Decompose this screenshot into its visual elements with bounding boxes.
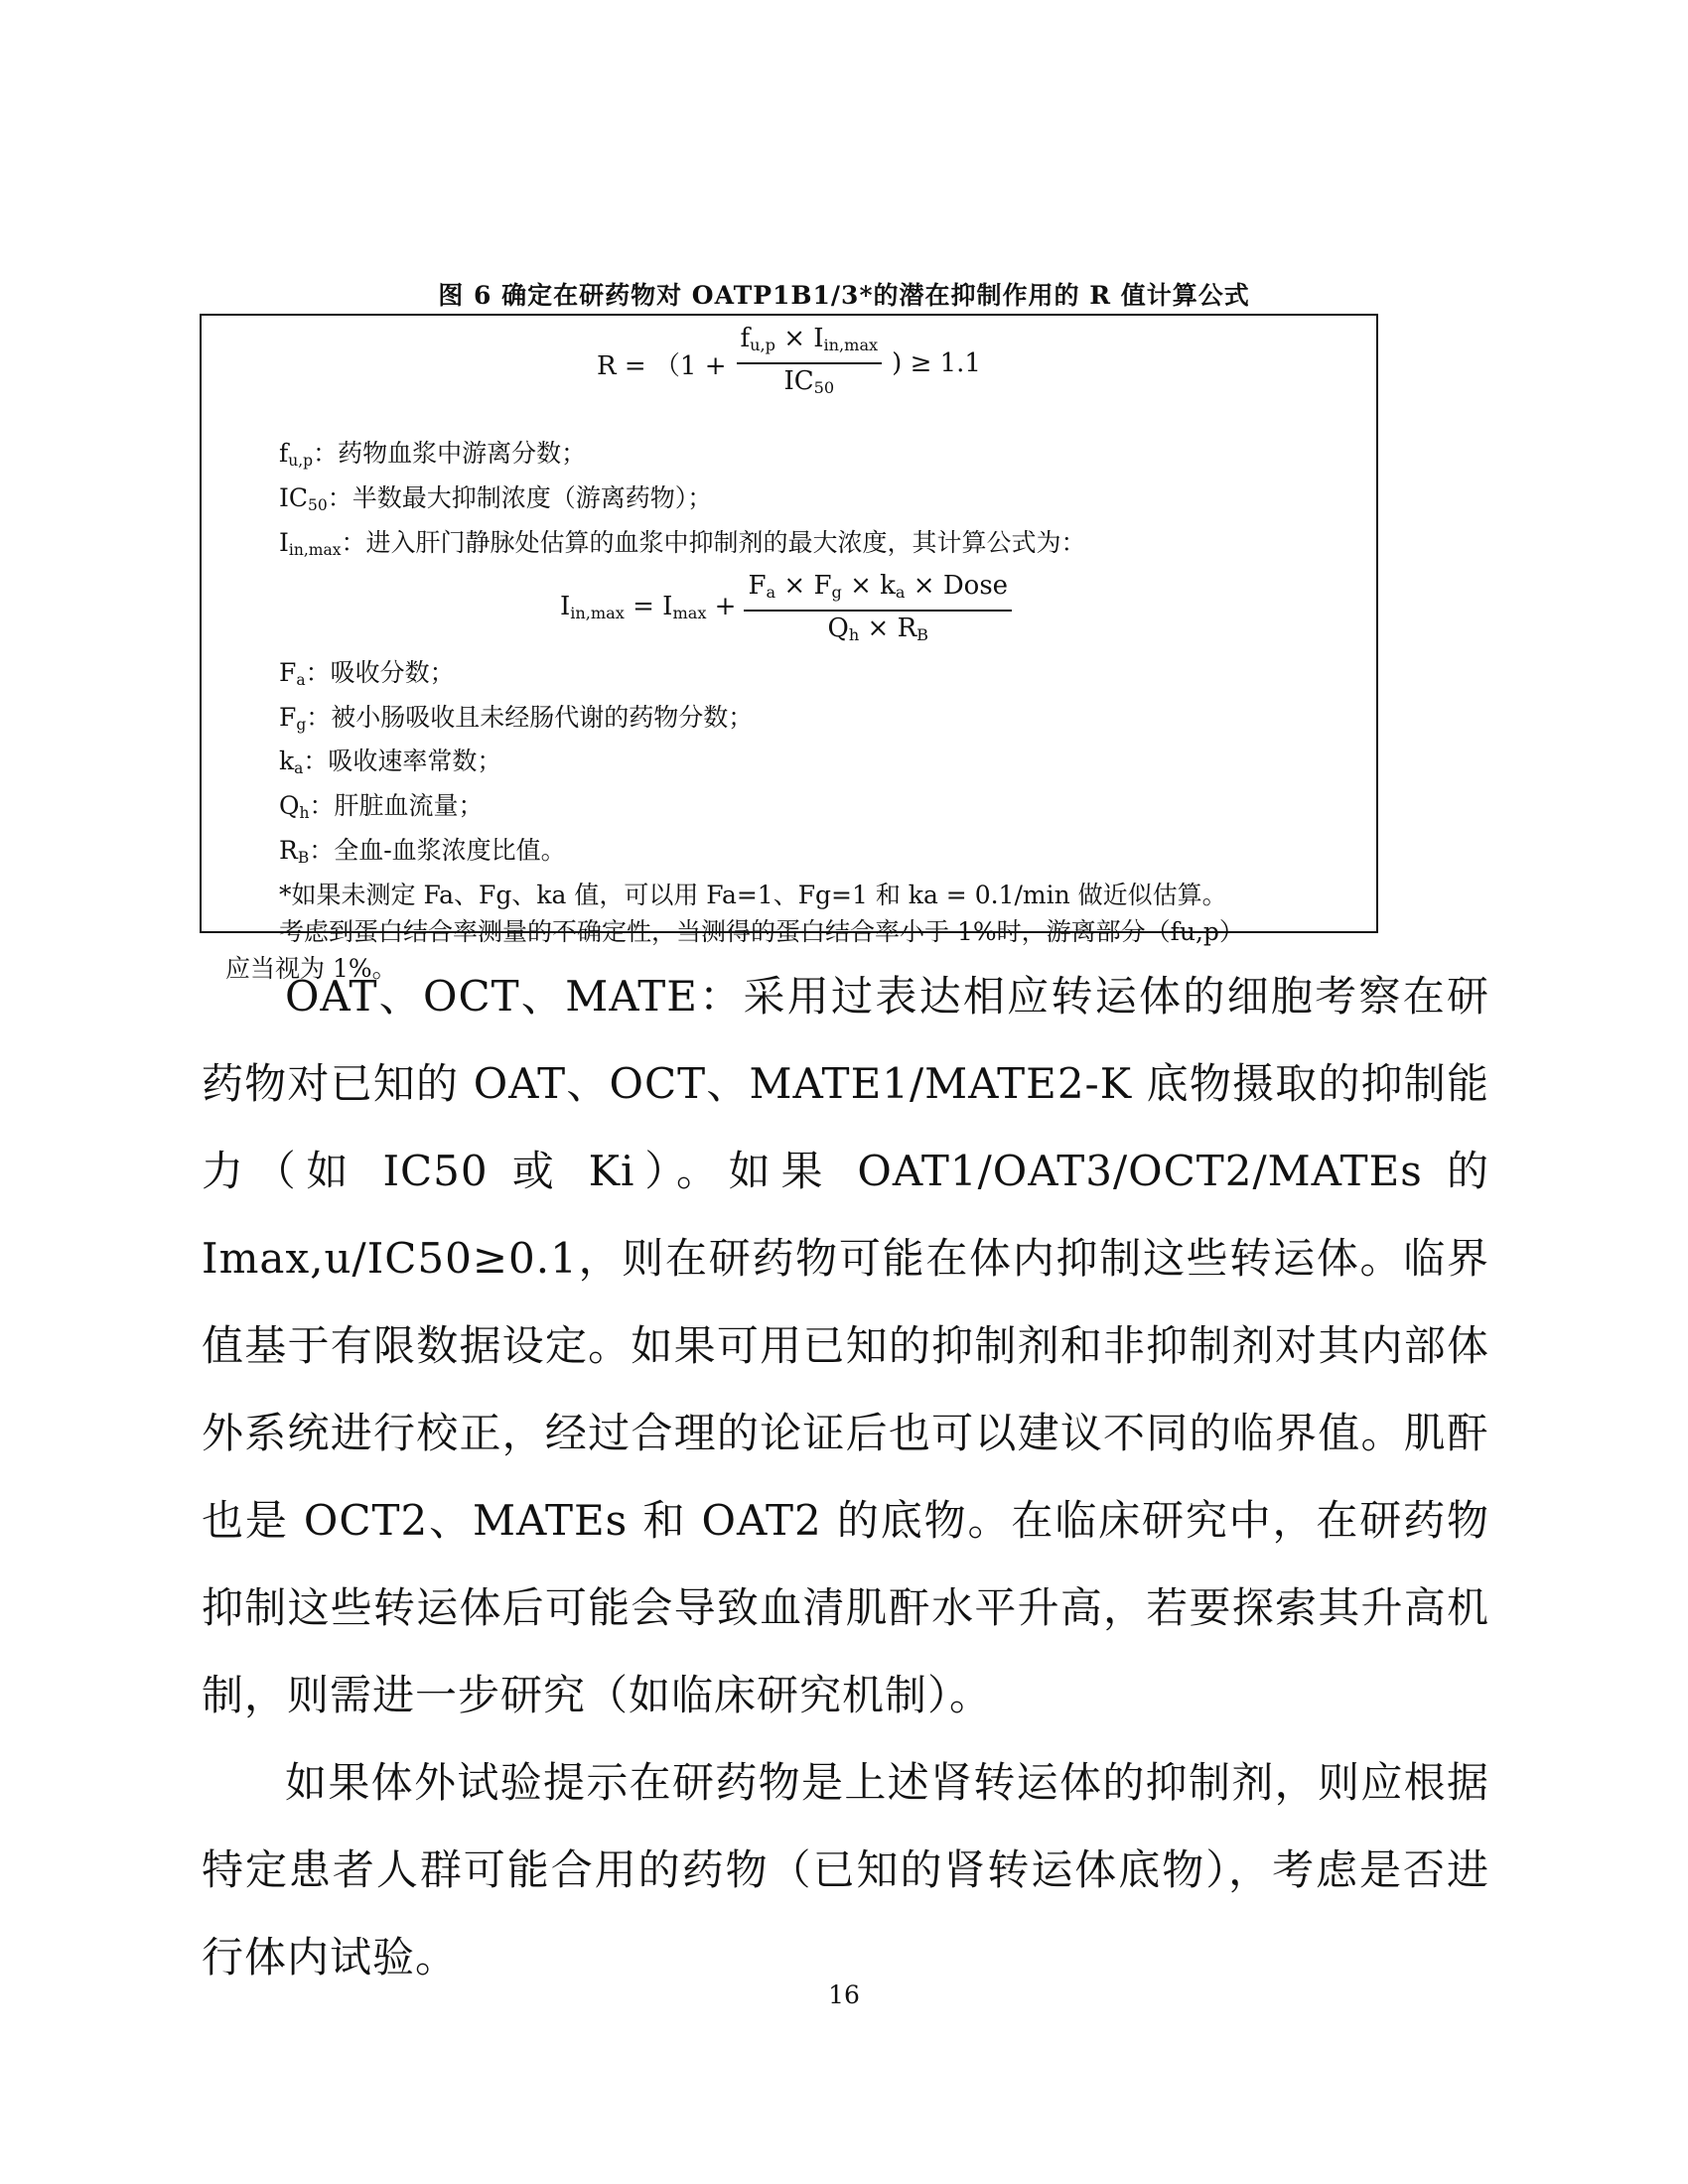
- definitions: [225, 435, 1356, 987]
- def-fg: $F_g$：被小肠吸收且未经肠代谢的药物分数；: [279, 702, 754, 734]
- formula-r-lhs: R = （1 +: [597, 350, 727, 381]
- note-protein-binding-end: 应当视为 1%。: [225, 954, 397, 984]
- formula-r-num-f: f: [740, 324, 751, 353]
- def-iinmax: $I_{in,max}$：进入肝门静脉处估算的血浆中抑制剂的最大浓度，其计算公式为：: [279, 527, 1086, 559]
- def-ic50: $IC_{50}$：半数最大抑制浓度（游离药物）；: [279, 482, 713, 514]
- formula-r-num-sub: u,p: [750, 336, 775, 355]
- paragraph-1: OAT、OCT、MATE：采用过表达相应转运体的细胞考察在研药物对已知的 OAT、OCT、MATE1/MATE2-K 底物摄取的抑制能力（如 IC50 或 Ki）。如果 OAT1/OAT3/OCT2/MATEs 的 Imax,u/IC50≥0.1，则在研药物可能在体内抑制这些转运体。临界值基于有限数据设定。如果可用已知的抑制剂和非抑制剂对其内部体外系统进行校正，经过合理的论证后也可以建议不同的临界值。肌酐也是 OCT2、MATEs 和 OAT2 的底物。在临床研究中，在研药物抑制这些转运体后可能会导致血清肌酐水平升高，若要探索其升高机制，则需进一步研究（如临床研究机制）。: [202, 972, 1489, 1719]
- def-fup: $f_{u,p}$：药物血浆中游离分数；: [279, 439, 587, 470]
- body-text: [202, 953, 1489, 2001]
- iinmax-fraction: $\frac{F_a \times F_g \times k_a \times Dose}{Q_h \times R_B}$: [744, 571, 1012, 650]
- formula-box: [200, 314, 1378, 984]
- def-rb: $R_B$：全血-血浆浓度比值。: [279, 836, 566, 868]
- note-estimate: *如果未测定 Fa、Fg、ka 值，可以用 Fa=1、Fg=1 和 ka = 0.1/min 做近似估算。: [279, 881, 1227, 910]
- page-number: 16: [828, 1980, 860, 2009]
- def-ka: $k_a$：吸收速率常数；: [279, 747, 502, 778]
- paragraph-2: 如果体外试验提示在研药物是上述肾转运体的抑制剂，则应根据特定患者人群可能合用的药物（已知的肾转运体底物），考虑是否进行体内试验。: [202, 1758, 1489, 1981]
- def-fa: $F_a$：吸收分数；: [279, 657, 455, 689]
- formula-r-rhs: ) ≥ 1.1: [892, 348, 981, 379]
- formula-r-den: IC: [783, 366, 814, 397]
- def-qh: $Q_h$：肝脏血流量；: [279, 791, 484, 823]
- r-value-formula: [202, 324, 1376, 403]
- formula-r-den-sub: 50: [813, 378, 835, 398]
- figure-caption: 图 6 确定在研药物对 OATP1B1/3*的潜在抑制作用的 R 值计算公式: [438, 281, 1250, 310]
- iinmax-formula: $I_{in,max} = I_{max}$ + $\frac{F_a \times F_g \times k_a \times Dose}{Q_h \times R_B}$: [219, 571, 1356, 650]
- formula-r-fraction: [737, 324, 883, 403]
- note-protein-binding: 考虑到蛋白结合率测量的不确定性，当测得的蛋白结合率小于 1%时，游离部分（fu,p）: [279, 917, 1244, 947]
- formula-r-num-sub2: in,max: [823, 336, 879, 355]
- formula-r-num-mid: × I: [774, 324, 824, 353]
